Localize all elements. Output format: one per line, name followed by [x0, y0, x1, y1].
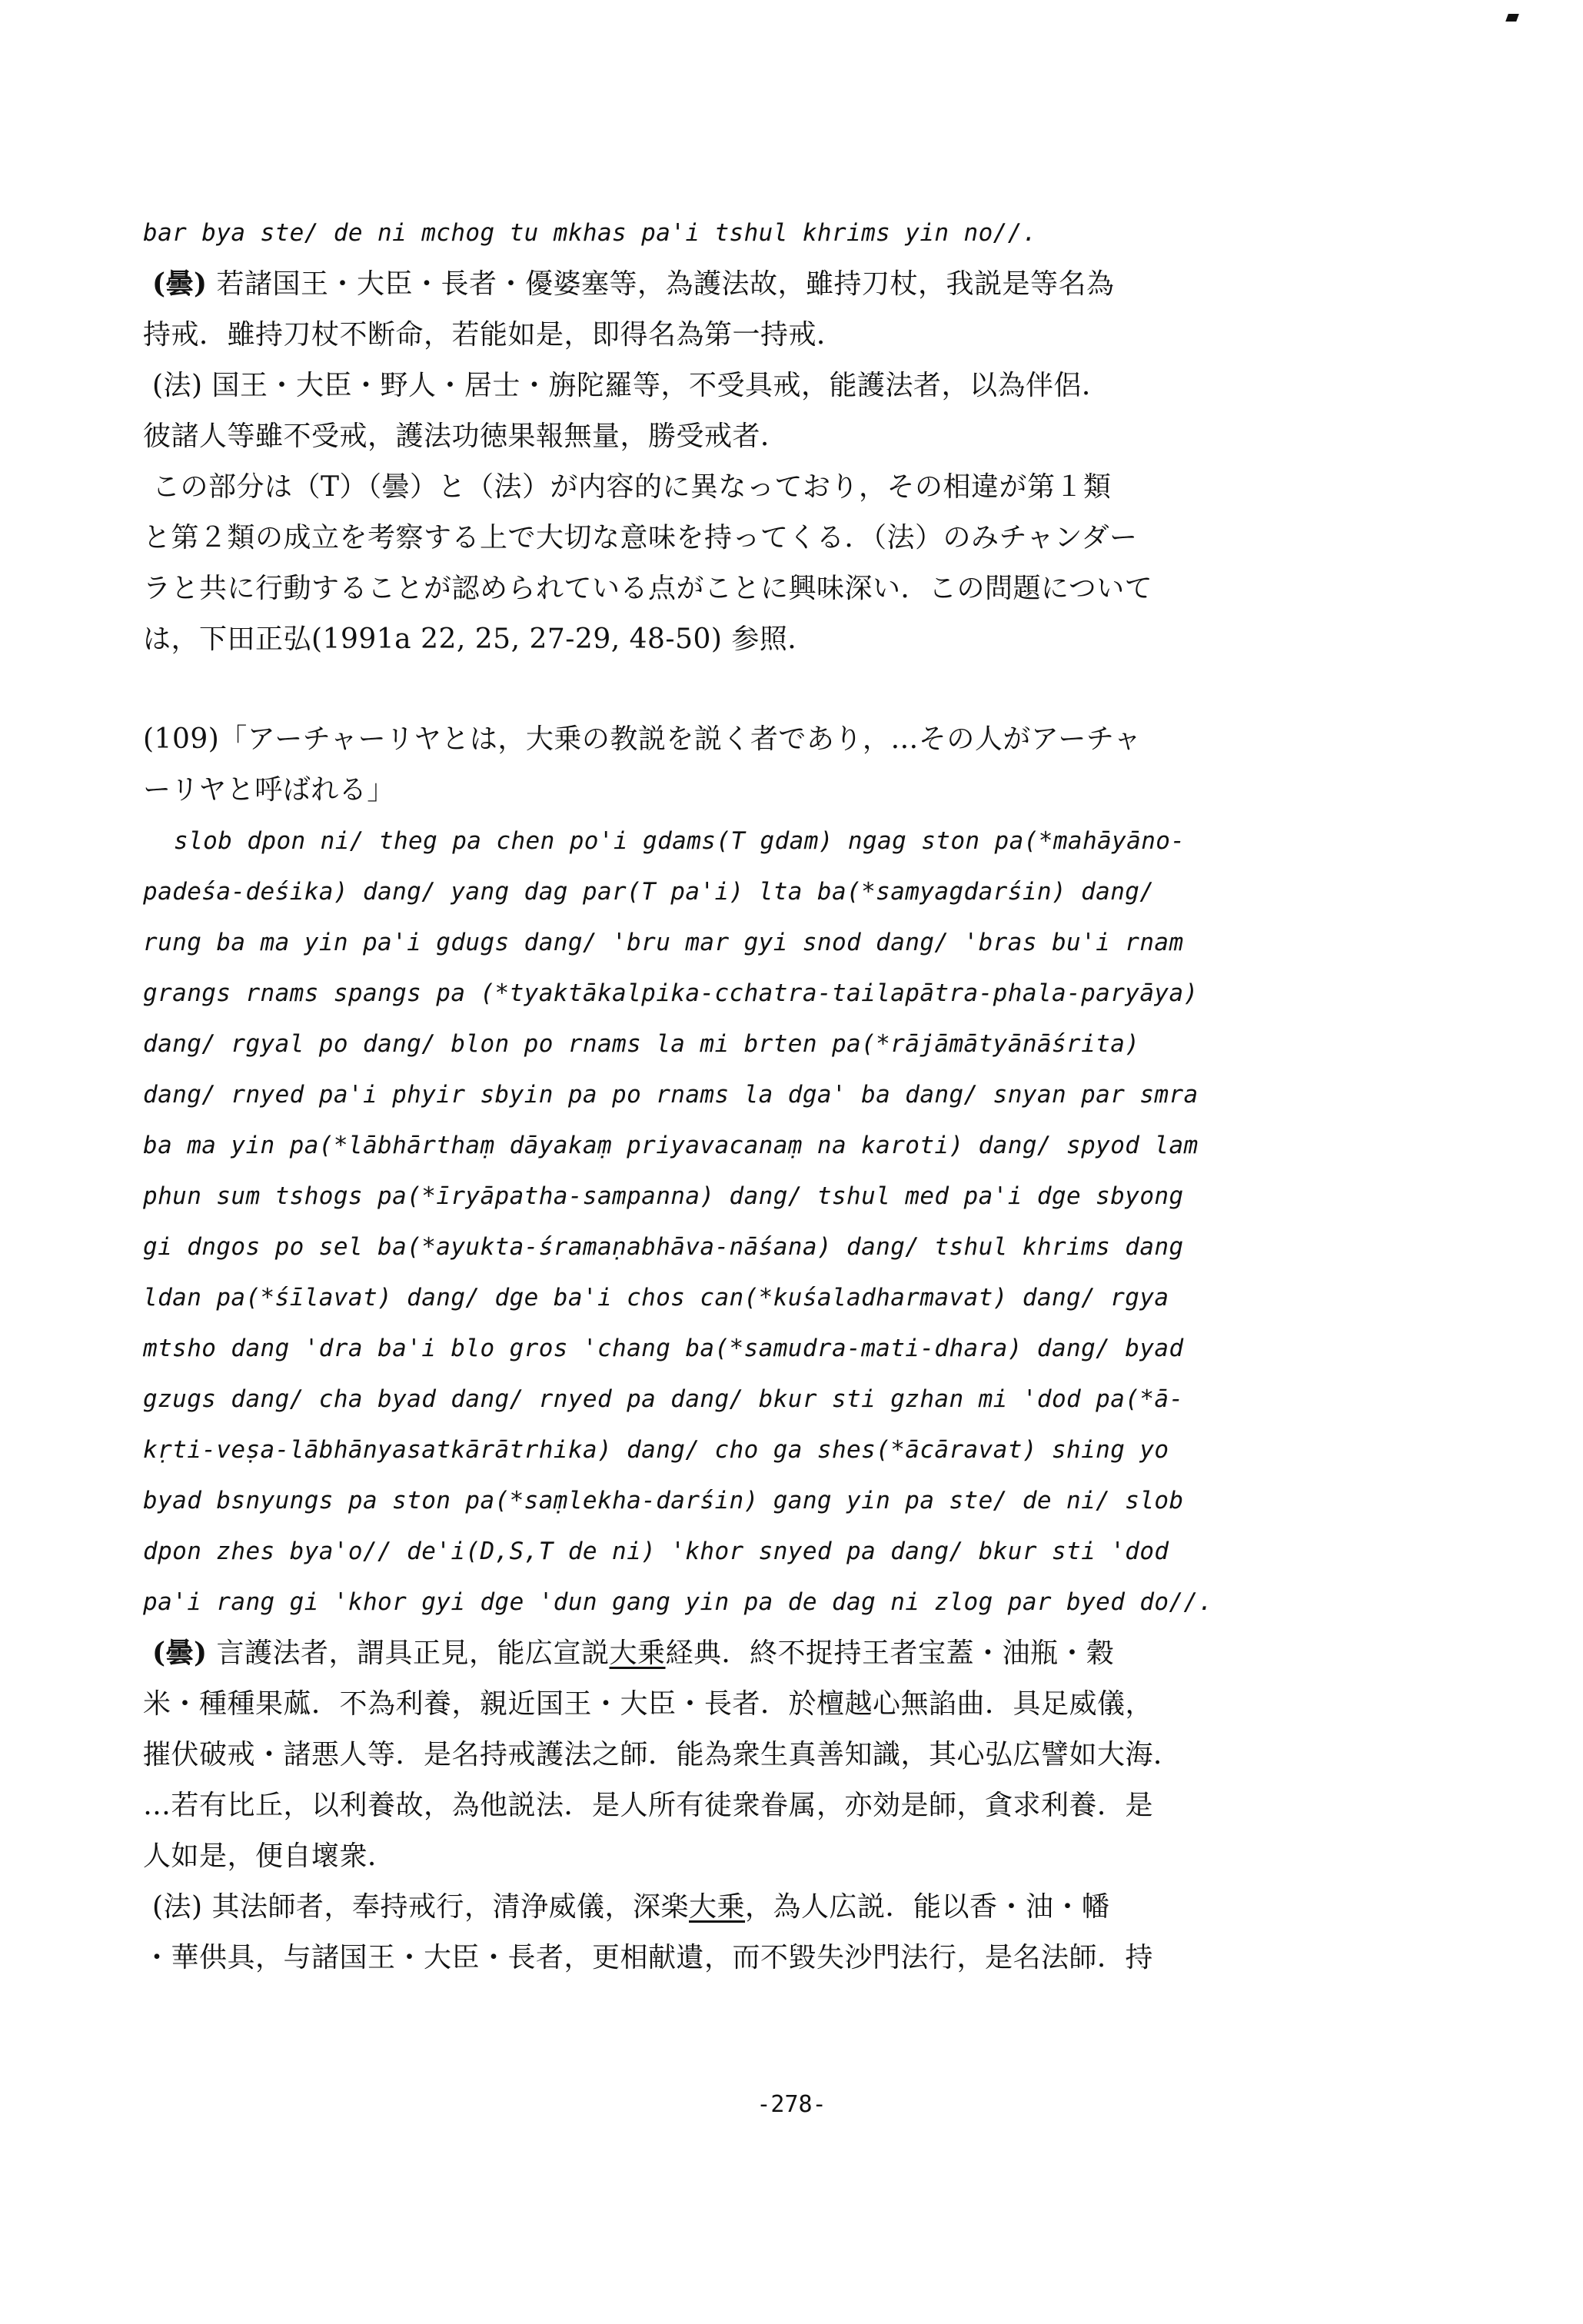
romanized-line: mtsho dang 'dra ba'i blo gros 'chang ba(*samudra-mati-dhara) dang/ byad	[143, 1335, 1184, 1362]
chinese-text: 其法師者，奉持戒行，清浄威儀，深楽	[211, 1891, 690, 1923]
romanized-block	[143, 816, 1319, 1627]
source-tag: (法)	[151, 1891, 203, 1923]
source-tag: (曇)	[151, 268, 208, 300]
source-tag: (法)	[151, 370, 203, 401]
text-line	[143, 1627, 1319, 1679]
page-body	[143, 208, 1319, 1983]
romanized-line: gzugs dang/ cha byad dang/ rnyed pa dang/ bkur sti gzhan mi 'dod pa(*ā-	[143, 1385, 1184, 1413]
romanized-line: byad bsnyungs pa ston pa(*saṃlekha-darśin) gang yin pa ste/ de ni/ slob	[143, 1487, 1184, 1514]
romanized-line: ldan pa(*śīlavat) dang/ dge ba'i chos can(*kuśaladharmavat) dang/ rgya	[143, 1284, 1169, 1312]
text-line	[143, 361, 1319, 411]
chinese-text: 持戒．雖持刀杖不断命，若能如是，即得名為第一持戒．	[143, 319, 845, 351]
romanized-line: ba ma yin pa(*lābhārthaṃ dāyakaṃ priyavacanaṃ na karoti) dang/ spyod lam	[143, 1132, 1199, 1159]
section-gap	[143, 665, 1319, 714]
romanized-line: pa'i rang gi 'khor gyi dge 'dun gang yin pa de dag ni zlog par byed do//.	[143, 1588, 1213, 1616]
chinese-text: 摧伏破戒・諸悪人等．是名持戒護法之師．能為衆生真善知識，其心弘広譬如大海．	[143, 1739, 1182, 1770]
text-line	[143, 1882, 1319, 1933]
romanized-line: bar bya ste/ de ni mchog tu mkhas pa'i tshul khrims yin no//.	[143, 219, 1037, 247]
chinese-text: ・華供具，与諸国王・大臣・長者，更相献遺，而不毀失沙門法行，是名法師．持	[143, 1942, 1154, 1973]
chinese-text: ，為人広説．能以香・油・幡	[745, 1891, 1110, 1923]
source-tag: (曇)	[151, 1637, 208, 1669]
text-line	[143, 258, 1319, 310]
romanized-line: padeśa-deśika) dang/ yang dag par(T pa'i) lta ba(*samyagdarśin) dang/	[143, 878, 1155, 906]
romanized-line: gi dngos po sel ba(*ayukta-śramaṇabhāva-nāśana) dang/ tshul khrims dang	[143, 1233, 1184, 1261]
commentary-line: は，下田正弘(1991a 22, 25, 27-29, 48-50) 参照．	[143, 623, 816, 655]
scan-corner-mark	[1505, 14, 1519, 22]
commentary-line: ラと共に行動することが認められている点がことに興味深い．この問題について	[143, 573, 1153, 604]
romanized-line: slob dpon ni/ theg pa chen po'i gdams(T gdam) ngag ston pa(*mahāyāno-	[174, 827, 1186, 855]
chinese-text: 言護法者，謂具正見，能広宣説	[216, 1637, 610, 1669]
underlined-term: 大乗	[609, 1637, 666, 1669]
romanized-line: dang/ rgyal po dang/ blon po rnams la mi brten pa(*rājāmātyānāśrita)	[143, 1030, 1140, 1058]
page-number: -278-	[757, 2091, 826, 2118]
chinese-text: 彼諸人等雖不受戒，護法功徳果報無量，勝受戒者．	[143, 421, 789, 452]
romanized-line: dang/ rnyed pa'i phyir sbyin pa po rnams la dga' ba dang/ snyan par smra	[143, 1081, 1199, 1109]
romanized-line: dpon zhes bya'o// de'i(D,S,T de ni) 'khor snyed pa dang/ bkur sti 'dod	[143, 1538, 1169, 1565]
note-heading: (109)「アーチャーリヤとは，大乗の教説を説く者であり，…その人がアーチャ	[143, 723, 1142, 755]
romanized-line: kṛti-veṣa-lābhānyasatkārātrhika) dang/ cho ga shes(*ācāravat) shing yo	[143, 1436, 1169, 1464]
chinese-text: 国王・大臣・野人・居士・旃陀羅等，不受具戒，能護法者，以為伴侶．	[211, 370, 1110, 401]
commentary-line: この部分は（T）（曇）と（法）が内容的に異なっており，その相違が第１類	[151, 471, 1112, 503]
chinese-text: …若有比丘，以利養故，為他説法．是人所有徒衆眷属，亦効是師，貪求利養．是	[143, 1790, 1154, 1821]
chinese-text: 経典．終不捉持王者宝蓋・油瓶・穀	[665, 1637, 1115, 1669]
romanized-line: phun sum tshogs pa(*īryāpatha-sampanna) dang/ tshul med pa'i dge sbyong	[143, 1182, 1184, 1210]
romanized-line: rung ba ma yin pa'i gdugs dang/ 'bru mar gyi snod dang/ 'bras bu'i rnam	[143, 929, 1184, 956]
chinese-text: 人如是，便自壞衆．	[143, 1840, 396, 1872]
romanized-line: grangs rnams spangs pa (*tyaktākalpika-cchatra-tailapātra-phala-paryāya)	[143, 979, 1199, 1007]
commentary-line: と第２類の成立を考察する上で大切な意味を持ってくる．（法）のみチャンダー	[143, 522, 1138, 554]
underlined-term: 大乗	[689, 1891, 746, 1923]
chinese-text: 若諸国王・大臣・長者・優婆塞等，為護法故，雖持刀杖，我説是等名為	[216, 268, 1115, 300]
note-heading: ーリヤと呼ばれる」	[143, 774, 395, 806]
chinese-text: 米・種種果蓏．不為利養，親近国王・大臣・長者．於檀越心無諂曲．具足威儀，	[143, 1688, 1154, 1720]
